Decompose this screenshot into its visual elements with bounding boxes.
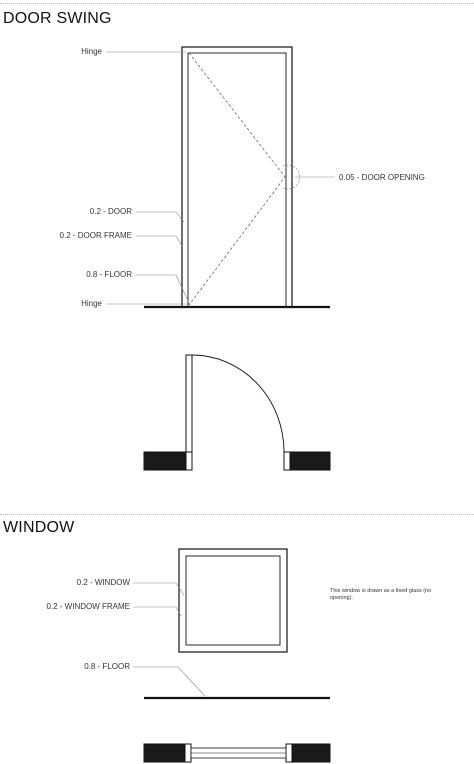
door-leaf-plan xyxy=(186,355,192,452)
window-floor-label: 0.8 - FLOOR xyxy=(84,662,130,671)
window-title: WINDOW xyxy=(3,519,75,536)
door-plan xyxy=(144,355,330,470)
door-frame-label: 0.2 - DOOR FRAME xyxy=(59,231,132,240)
window-elevation xyxy=(144,549,330,698)
wall-left xyxy=(144,452,186,470)
window-frame-outer xyxy=(179,549,287,652)
window-wall-left xyxy=(144,744,185,762)
window-note: This window is drawn as a fixed glass (no opening). xyxy=(330,588,432,601)
window-plan xyxy=(144,744,330,762)
door-frame-outer xyxy=(182,47,292,307)
hinge-top-label: Hinge xyxy=(81,47,102,56)
leader-window-frame xyxy=(133,607,181,616)
window-frame-left xyxy=(185,744,191,762)
door-swing-title: DOOR SWING xyxy=(3,10,112,27)
floor-label: 0.8 - FLOOR xyxy=(86,270,132,279)
door-label: 0.2 - DOOR xyxy=(89,207,132,216)
window-glass xyxy=(186,556,280,645)
leader-door xyxy=(136,212,184,222)
door-leaders xyxy=(106,52,335,305)
wall-left-frame xyxy=(186,452,192,470)
hinge-bottom-label: Hinge xyxy=(81,299,102,308)
leader-window-floor xyxy=(133,667,205,696)
door-swing-arc xyxy=(192,355,284,452)
wall-right xyxy=(290,452,330,470)
leader-window xyxy=(133,583,184,595)
window-wall-right xyxy=(292,744,330,762)
leader-door-frame xyxy=(136,236,182,246)
door-swing-lines xyxy=(189,53,285,305)
window-label: 0.2 - WINDOW xyxy=(76,578,130,587)
door-opening-label: 0.05 - DOOR OPENING xyxy=(339,173,425,182)
window-leaders xyxy=(133,583,205,696)
window-frame-right xyxy=(286,744,292,762)
wall-right-frame xyxy=(284,452,290,470)
door-leaf xyxy=(188,53,286,307)
window-frame-label: 0.2 - WINDOW FRAME xyxy=(46,602,130,611)
